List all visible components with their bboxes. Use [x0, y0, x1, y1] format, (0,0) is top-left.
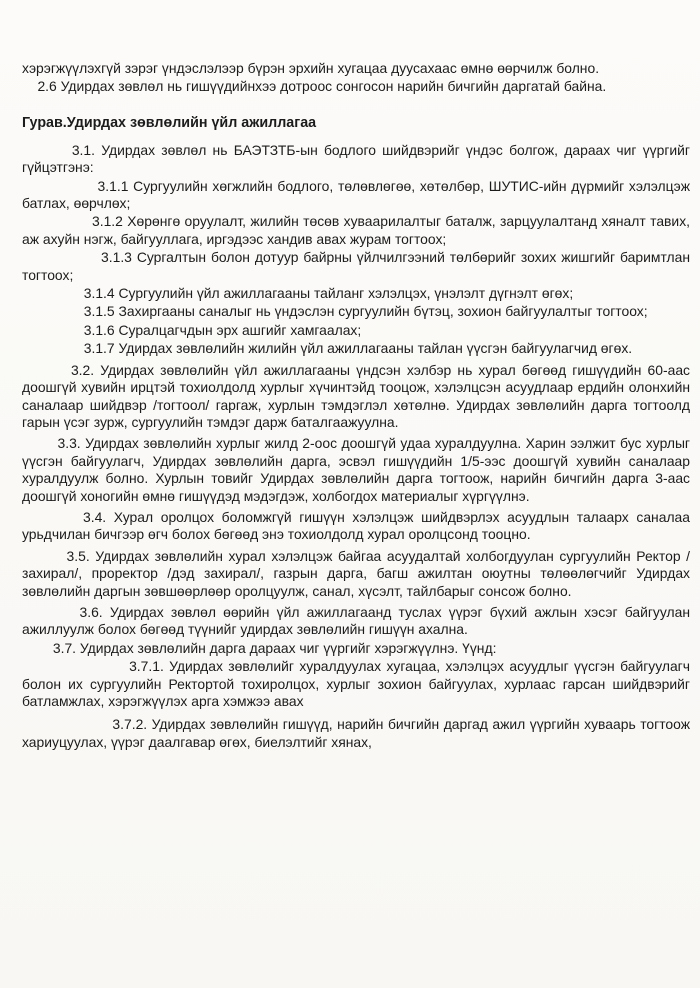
item-3-4: 3.4. Хурал оролцох боломжгүй гишүүн хэлэлцэж шийдвэрлэх асуудлын талаарх саналаа урьдчилан бичгээр өгч болох бөгөөд энэ тохиолдолд хурал оролцсонд тооцно. — [22, 508, 694, 543]
item-3-1: 3.1. Удирдах зөвлөл нь БАЭТЗТБ-ын бодлого шийдвэрийг үндэс болгож, дараах чиг үүргийг гүйцэтгэнэ: — [22, 141, 694, 176]
item-3-1-1: 3.1.1 Сургуулийн хөгжлийн бодлого, төлөвлөгөө, хөтөлбөр, ШУТИС-ийн дүрмийг хэлэлцэж батлах, өөрчлөх; — [22, 177, 694, 212]
item-3-1-2: 3.1.2 Хөрөнгө оруулалт, жилийн төсөв хуваарилалтыг баталж, зарцуулалтанд хяналт тавих, аж ахуйн нэгж, байгууллага, иргэдээс хандив авах журам тогтоох; — [22, 213, 694, 247]
item-3-3: 3.3. Удирдах зөвлөлийн хурлыг жилд 2-оос доошгүй удаа хуралдуулна. Харин ээлжит бус хурлыг үүсгэн байгуулагч, Удирдах зөвлөлийн дарга, эсвэл гишүүдийн 1/5-ээс доошгүй хувийн саналаар хуралдуулж болно. Хурлын товийг Удирдах зөвлөлийн дарга тогтоож, нарийн бичгийн дарга 3-аас доошгүй хоногийн өмнө гишүүдэд мэдэгдэж, холбогдох материалыг хүргүүлнэ. — [22, 435, 694, 504]
item-3-2: 3.2. Удирдах зөвлөлийн үйл ажиллагааны үндсэн хэлбэр нь хурал бөгөөд гишүүдийн 60-аас доошгүй хувийн ирцтэй тохиолдолд хурлыг хүчинтэйд тооцож, хэлэлцсэн асуудлаар ердийн олонхийн саналаар шийдвэр /тогтоол/ гаргаж, хурлын тэмдэглэл хөтөлнө. Удирдах зөвлөлийн дарга тогтоолд гарын үсэг зурж, сургуулийн тэмдэг дарж баталгаажуулна. — [22, 361, 694, 430]
item-3-1-6: 3.1.6 Суралцагчдын эрх ашгийг хамгаалах; — [22, 321, 362, 338]
item-3-1-7: 3.1.7 Удирдах зөвлөлийн жилийн үйл ажиллагааны тайлан үүсгэн байгуулагчид өгөх. — [22, 340, 633, 357]
item-3-7-2: 3.7.2. Удирдах зөвлөлийн гишүүд, нарийн бичгийн даргад ажил үүргийн хуваарь тогтоож хариуцуулах, үүрэг даалгавар өгөх, биелэлтийг хянах, — [22, 716, 694, 750]
paragraph-continuation: хэрэгжүүлэхгүй зэрэг үндэслэлээр бүрэн эрхийн хугацаа дуусахаас өмнө өөрчилж болно. — [22, 60, 600, 76]
item-3-6: 3.6. Удирдах зөвлөл өөрийн үйл ажиллагаанд туслах үүрэг бүхий ажлын хэсэг байгуулан ажиллуулж болох бөгөөд түүнийг удирдах зөвлөлийн гишүүн ахална. — [22, 603, 694, 638]
item-3-1-3: 3.1.3 Сургалтын болон дотуур байрны үйлчилгээний төлбөрийг зохих жишгийг баримтлан тогтоох; — [22, 249, 694, 283]
item-3-7: 3.7. Удирдах зөвлөлийн дарга дараах чиг үүргийг хэрэгжүүлнэ. Үүнд: — [22, 639, 497, 656]
item-3-1-4: 3.1.4 Сургуулийн үйл ажиллагааны тайланг хэлэлцэх, үнэлэлт дүгнэлт өгөх; — [22, 285, 574, 302]
document-content — [22, 60, 694, 751]
section-heading: Гурав.Удирдах зөвлөлийн үйл ажиллагаа — [22, 114, 317, 131]
item-3-5: 3.5. Удирдах зөвлөлийн хурал хэлэлцэж байгаа асуудалтай холбогдуулан сургуулийн Ректор /захирал/, проректор /дэд захирал/, газрын дарга, багш ажилтан оюутны төлөөлөгчийг Удирдах зөвлөлийн даргын зөвшөөрлөөр оролцуулж, санал, хүсэлт, тайлбарыг сонсож болно. — [22, 547, 694, 599]
item-3-1-5: 3.1.5 Захиргааны саналыг нь үндэслэн сургуулийн бүтэц, зохион байгуулалтыг тогтоох; — [22, 303, 648, 320]
item-3-7-1: 3.7.1. Удирдах зөвлөлийг хуралдуулах хугацаа, хэлэлцэх асуудлыг үүсгэн байгуулагч болон их сургуулийн Ректортой тохиролцох, хурлыг зохион байгуулах, хурлаас гарсан шийдвэрийг батламжлах, хэрэгжүүлэх арга хэмжээ авах — [22, 658, 694, 709]
paragraph-2-6: 2.6 Удирдах зөвлөл нь гишүүдийнхээ дотроос сонгосон нарийн бичгийн даргатай байна. — [22, 78, 607, 95]
